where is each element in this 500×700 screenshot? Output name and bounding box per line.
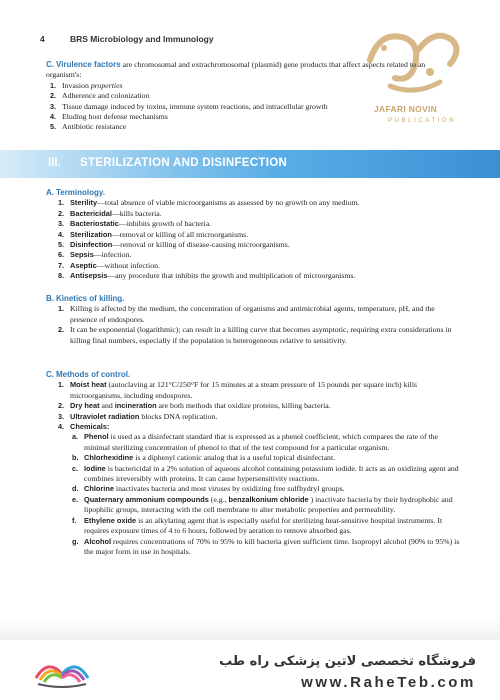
list-item: 7. Aseptic—without infection. [58,260,160,270]
list-item: e. Quaternary ammonium compounds (e.g., benzalkonium chloride ) inactivate bacteria by their hydrophobic and lipophilic groups, interacting with the cell membrane to alter metabolic properties and permeability. [72,494,453,515]
list-item: 1. Moist heat (autoclaving at 121°C/250°F for 15 minutes at a steam pressure of 15 pounds per square inch) kills microorganisms, including endospores. [58,380,418,400]
virulence-paragraph [46,60,462,81]
list-item: 3. Tissue damage induced by toxins, immune system reactions, and intracellular growth [50,101,328,111]
list-item: d. Chlorine inactivates bacteria and most viruses by oxidizing free sulfhydryl groups. [72,484,345,494]
footer-fade [0,618,500,642]
virulence-list [46,81,462,133]
running-title: BRS Microbiology and Immunology [70,34,214,44]
watermark-name: JAFARI NOVIN [374,104,438,114]
kinetics-section [46,294,462,346]
virulence-intro: are chromosomal and extrachromosomal (plasmid) gene products that affect aspects related to an organism's: [46,60,426,80]
watermark-publication: PUBLICATION [388,118,457,124]
list-item: 1. Killing is affected by the medium, the concentration of organisms and antimicrobial agents, temperature, pH, and the presence of endospores. [58,304,435,324]
methods-list [54,380,462,557]
virulence-section [46,60,462,133]
virulence-label: C. [46,60,54,69]
list-item: 4. Eluding host defense mechanisms [50,112,168,122]
list-item: 3. Ultraviolet radiation blocks DNA replication. [58,411,218,421]
kinetics-list [54,304,462,346]
list-item: 2. Bactericidal—kills bacteria. [58,208,162,218]
list-item: 2. Dry heat and incineration are both methods that oxidize proteins, killing bacteria. [58,401,331,411]
terminology-section [46,188,462,282]
list-item: 4. Sterilization—removal or killing of all microorganisms. [58,229,249,239]
section-title: STERILIZATION AND DISINFECTION [80,157,288,169]
list-item: 2. Adherence and colonization [50,91,150,101]
list-item: a. Phenol is used as a disinfectant standard that is expressed as a phenol coefficient, which compares the rate of the minimal sterilizing concentration of phenol to that of the test compound for a particular organism. [72,432,439,452]
store-name: فروشگاه تخصصی لاتین پزشکی راه طب [219,654,476,669]
list-item: 5. Antibiotic resistance [50,122,127,132]
list-item: 3. Bacteriostatic—inhibits growth of bacteria. [58,219,212,229]
terminology-heading: A. Terminology. [46,188,105,197]
chemicals-list [70,432,462,557]
page-number: 4 [40,34,45,44]
store-logo-icon [30,644,94,690]
methods-heading: C. Methods of control. [46,370,131,379]
virulence-title: Virulence factors [55,60,121,69]
list-item: 5. Disinfection—removal or killing of disease-causing microorganisms. [58,240,290,250]
terminology-list [54,198,462,281]
list-item: 4. Chemicals: a. Phenol is used as a disinfectant standard that is expressed as a phenol coefficient, which compares the rate of the minimal sterilizing concentration of phenol to that of the test compound for a particular organism. b. Chlorhexidine is a diphenyl cationic analog that is a useful topical disinfectant. c. Iodine is bactericidal in a 2% solution of aqueous alcohol containing potassium iodide. It acts as an oxidizing agent and combines irreversibly with proteins. It can cause hypersensitivity reactions. d. Chlorine inactivates bacteria and most viruses by oxidizing free sulfhydryl groups. e. Quaternary ammonium compounds (e.g., benzalkonium chloride ) inactivate bacteria by their hydrophobic and lipophilic groups, interacting with the cell membrane to alter metabolic properties and permeability. f. Ethylene oxide is an alkylating agent that is especially useful for sterilizing heat-sensitive hospital instruments. It requires exposure times of 4 to 6 hours, followed by aeration to remove absorbed gas. g. Alcohol requires concentrations of 70% to 95% to kill bacteria given sufficient time. Isopropyl alcohol (90% to 95%) is the major form in use in hospitals. [54,422,462,557]
list-item: c. Iodine is bactericidal in a 2% solution of aqueous alcohol containing potassium iodide. It acts as an oxidizing agent and combines irreversibly with proteins. It can cause hypersensitivity reactions. [72,463,459,484]
section-number: III. [48,157,61,169]
list-item: 6. Sepsis—infection. [58,250,132,260]
methods-section [46,370,462,557]
list-item: f. Ethylene oxide is an alkylating agent that is especially useful for sterilizing heat-sensitive hospital instruments. It requires exposure times of 4 to 6 hours, followed by aeration to remove absorbed gas. [72,515,443,536]
store-url[interactable]: www.RaheTeb.com [301,674,476,691]
kinetics-heading: B. Kinetics of killing. [46,294,125,303]
list-item: b. Chlorhexidine is a diphenyl cationic analog that is a useful topical disinfectant. [72,453,336,463]
section-banner [0,150,500,178]
footer-banner [0,640,500,700]
list-item: g. Alcohol requires concentrations of 70% to 95% to kill bacteria given sufficient time. Isopropyl alcohol (90% to 95%) is the major form in use in hospitals. [72,536,460,556]
list-item: 1. Invasion properties [50,80,123,90]
list-item: 8. Antisepsis—any procedure that inhibits the growth and multiplication of microorganisms. [58,271,356,281]
list-item: 2. It can be exponential (logarithmic); can result in a killing curve that becomes asymptotic, requiring extra considerations in killing final numbers, especially if the population is heterogeneous relative to sensitivity. [58,325,452,345]
list-item: 1. Sterility—total absence of viable microorganisms as assessed by no growth on any medium. [58,198,360,208]
